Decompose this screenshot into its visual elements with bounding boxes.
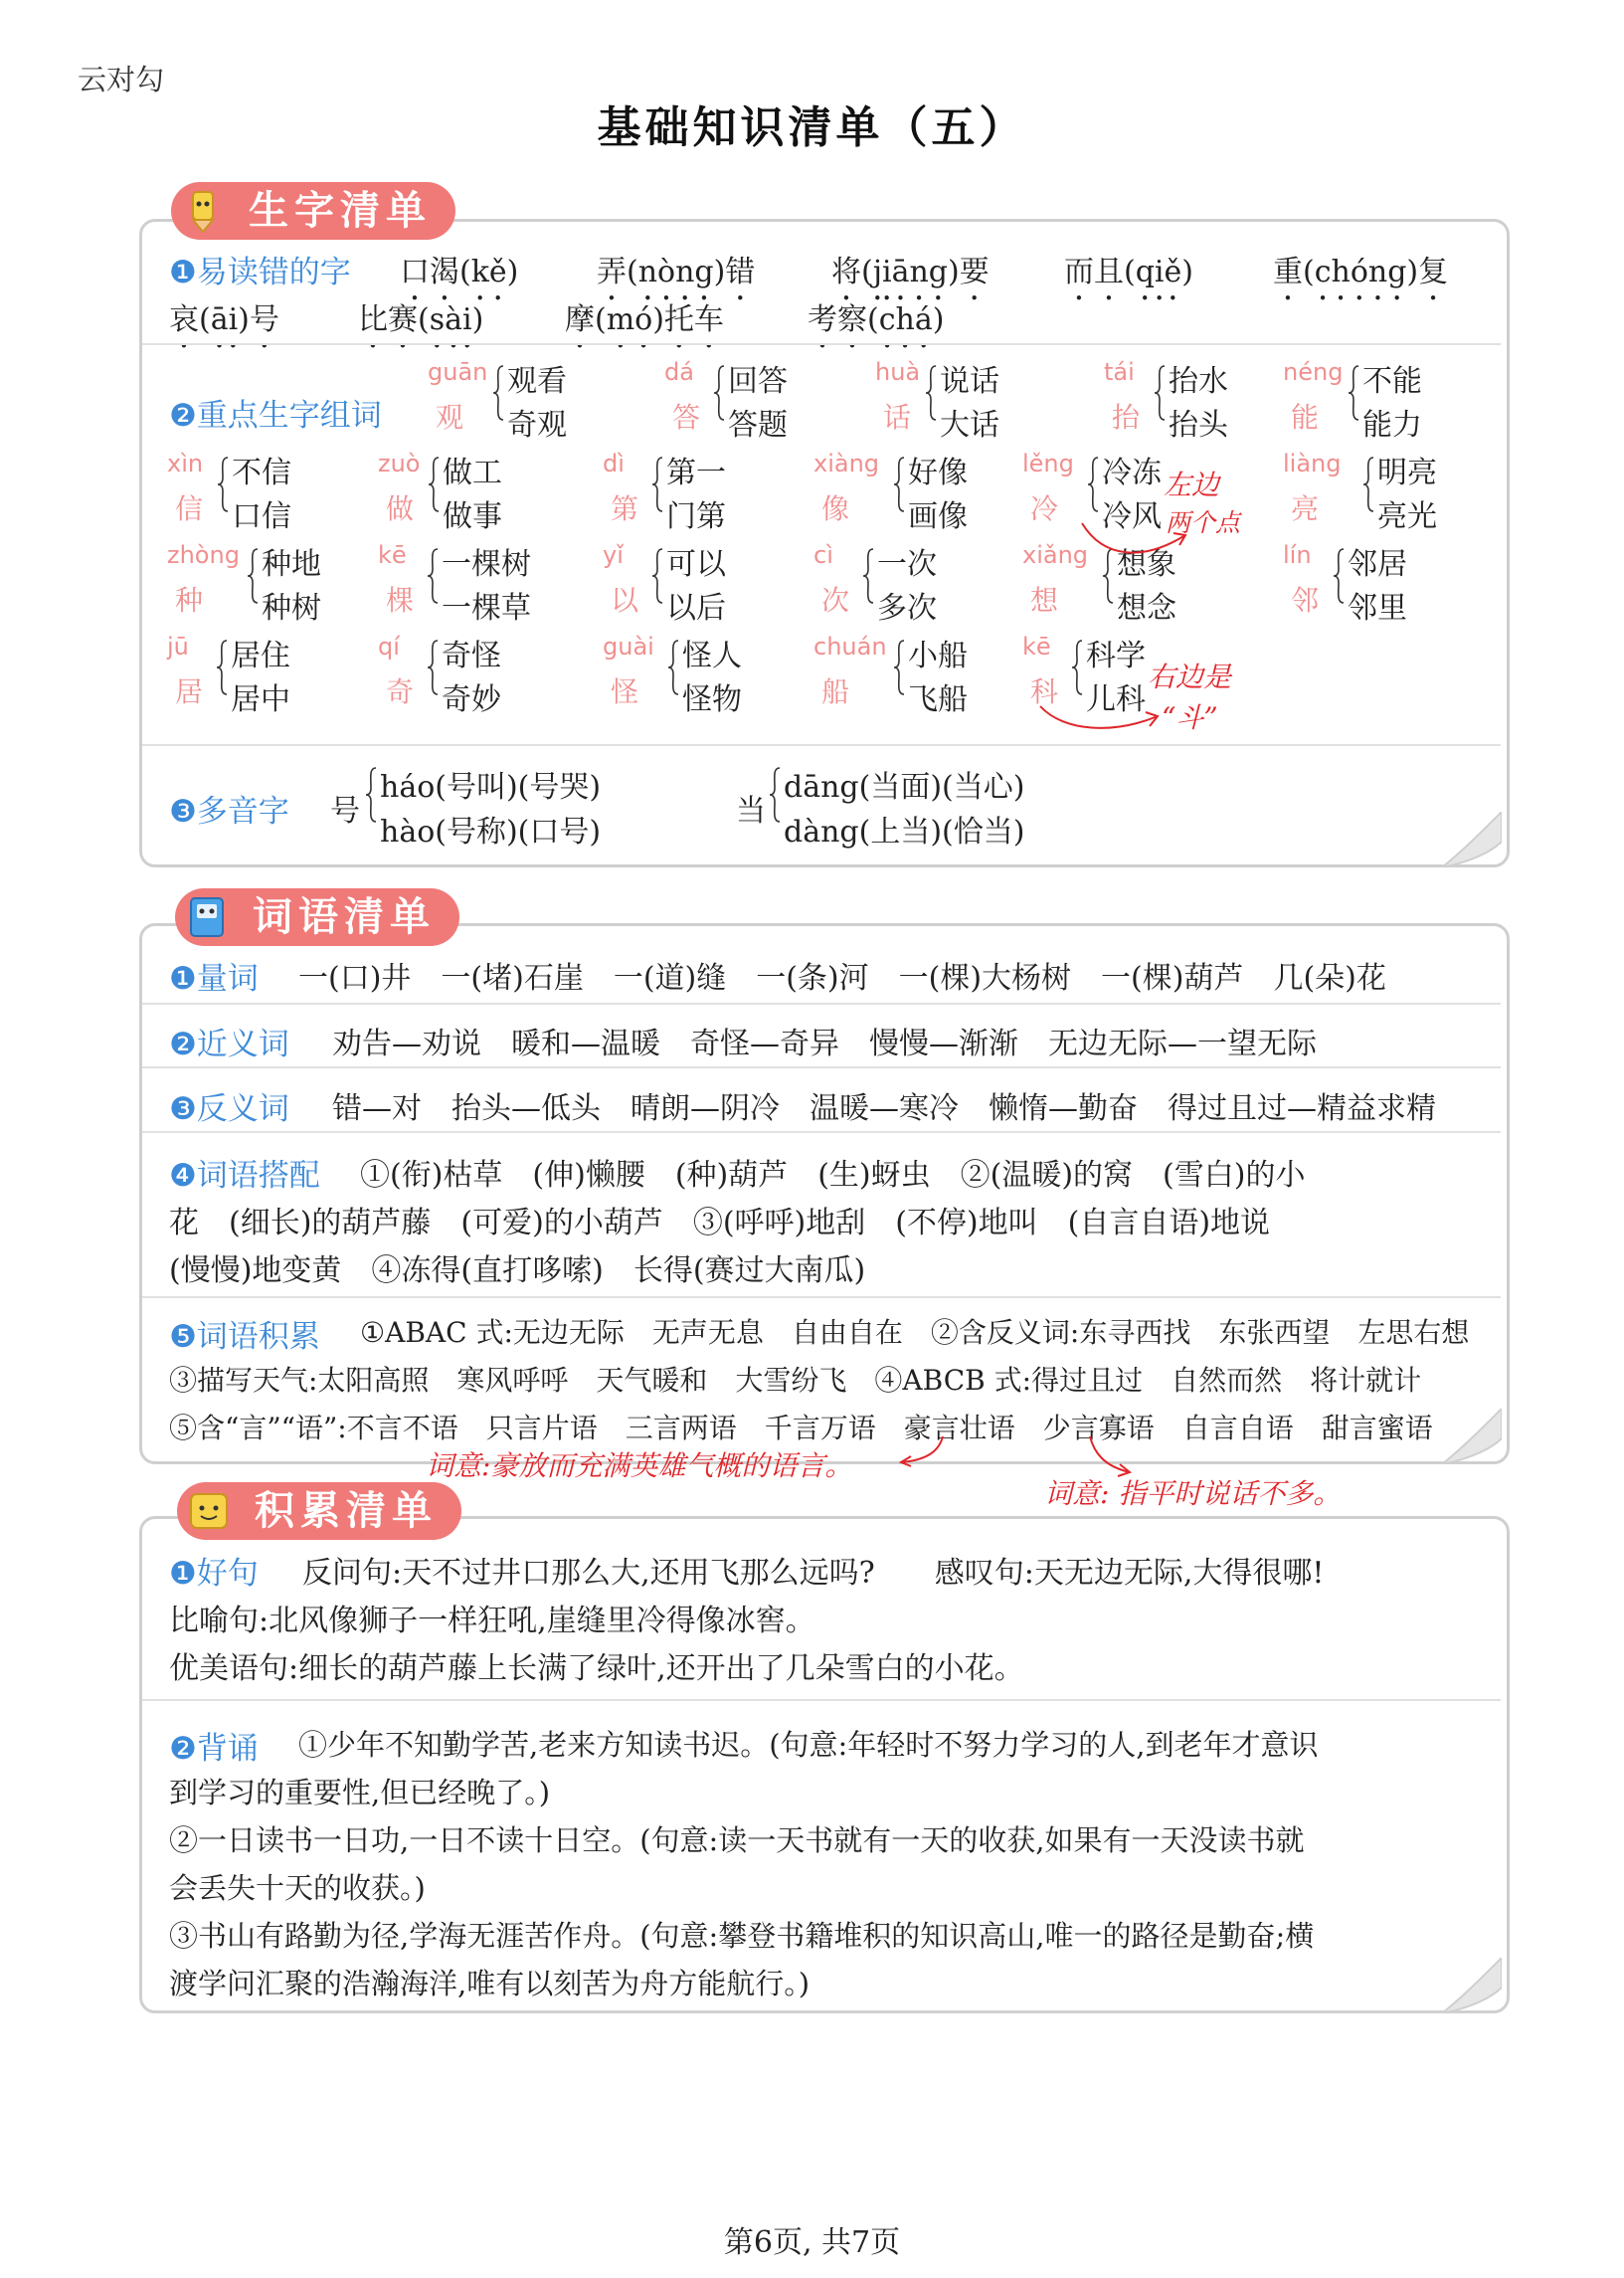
word-2: 想念 [1117,591,1176,626]
word-2: 门第 [666,499,726,534]
char-pinyin: zhòng [167,541,240,569]
jinyi-label: ❷近义词 [169,1027,289,1062]
page-footer: 第6页, 共7页 [723,2225,901,2260]
note-leng-2: 两个点 [1166,508,1241,537]
char-hanzi: 怪 [611,675,639,708]
brace [650,547,664,605]
word-2: 抬头 [1169,408,1228,443]
char-pinyin: guài [603,633,654,661]
note-ke-1: 右边是 [1148,661,1232,693]
beisong-line: 到学习的重要性,但已经晚了。) [169,1776,551,1809]
word-2: 答题 [728,408,788,443]
page-curl-icon [1432,812,1502,867]
word-1: 说话 [940,364,999,399]
word-2: 怪物 [682,682,742,717]
char-hanzi: 想 [1030,584,1059,617]
ciyu-tag-label: 词语清单 [253,894,436,940]
char-pinyin: chuán [813,633,887,661]
word-2: 奇观 [507,408,567,443]
char-pinyin: zuò [378,450,421,477]
char-pinyin: qí [378,633,400,661]
brace [427,456,441,513]
char-hanzi: 种 [175,584,204,617]
char-hanzi: 做 [386,492,415,525]
word-1: 小船 [908,639,968,673]
char-hanzi: 棵 [386,584,415,617]
word-1: 想象 [1117,547,1176,582]
word-2: 奇妙 [442,682,501,717]
word-1: 明亮 [1377,456,1437,490]
word-1: 奇怪 [442,639,501,673]
easy-item: 摩(mó)托车 [565,302,724,337]
brace [215,639,229,696]
char-hanzi: 抬 [1112,401,1141,434]
poly-line: háo(号叫)(号哭) [380,770,602,805]
easy-item: 考察(chá) [808,302,945,337]
note-haoyan: 词意:豪放而充满英雄气概的语言。 [426,1449,853,1482]
word-1: 一棵树 [442,547,531,582]
word-2: 以后 [666,591,726,626]
annotation-arrow [1034,696,1164,738]
note-shaoyan: 词意: 指平时说话不多。 [1044,1477,1342,1510]
char-pinyin: kē [1022,633,1051,661]
char-hanzi: 冷 [1030,492,1059,525]
liangci-text: 一(口)井 一(堵)石崖 一(道)缝 一(条)河 一(棵)大杨树 一(棵)葫芦 几(朵)花 [298,961,1386,996]
brace [364,766,378,824]
shengzi-tag-label: 生字清单 [249,188,432,234]
haoju-line: 比喻句:北风像狮子一样狂吼,崖缝里冷得像冰窖。 [169,1604,815,1638]
dapei-line: 花 (细长)的葫芦藤 (可爱)的小葫芦 ③(呼呼)地刮 (不停)地叫 (自言自语)地说 [169,1206,1271,1240]
char-pinyin: tái [1104,358,1135,386]
brace [491,364,505,422]
poly-line: hào(号称)(口号) [380,815,602,850]
brace [426,547,440,605]
beisong-line: ①少年不知勤学苦,老来方知读书迟。(句意:年轻时不努力学习的人,到老年才意识 [298,1728,1319,1762]
annotation-arrow [895,1432,955,1468]
word-1: 抬水 [1169,364,1228,399]
char-pinyin: liàng [1283,450,1342,477]
char-hanzi: 像 [821,492,850,525]
poly-char: 当 [736,794,766,829]
easy-item: 重(chóng)复 [1273,255,1449,289]
word-2: 能力 [1362,408,1422,443]
word-1: 第一 [666,456,726,490]
divider [142,1131,1501,1133]
brace [1086,456,1100,513]
word-1: 居住 [231,639,290,673]
dapei-label: ❹词语搭配 [169,1158,320,1194]
word-1: 观看 [507,364,567,399]
easy-item: 而且(qiě) [1064,255,1193,289]
char-hanzi: 答 [672,401,701,434]
divider [142,1003,1501,1005]
easy-item: 弄(nòng)错 [597,255,756,289]
word-2: 飞船 [908,682,968,717]
brace [861,547,875,605]
char-hanzi: 观 [436,401,464,434]
beisong-label: ❷背诵 [169,1731,259,1767]
char-hanzi: 奇 [386,675,415,708]
divider [142,1296,1501,1298]
char-pinyin: lěng [1022,450,1074,477]
char-pinyin: dá [664,358,694,386]
char-pinyin: dì [603,450,625,477]
char-hanzi: 船 [821,675,850,708]
char-pinyin: cì [813,541,833,569]
page-curl-icon [1432,1409,1502,1464]
brace [216,456,230,513]
char-pinyin: huà [875,358,921,386]
haoju-label: ❶好句 [169,1556,259,1592]
char-hanzi: 以 [611,584,639,617]
brace [892,456,906,513]
beisong-line: 会丢失十天的收获。) [169,1871,426,1905]
word-1: 种地 [262,547,321,582]
easy-item: 比赛(sài) [358,302,484,337]
dapei-line: ①(衔)枯草 (伸)懒腰 (种)葫芦 (生)蚜虫 ②(温暖)的窝 (雪白)的小 [360,1158,1306,1193]
annotation-arrow [1084,1432,1144,1482]
char-pinyin: xìn [167,450,204,477]
haoju-line: 反问句:天不过井口那么大,还用飞那么远吗? 感叹句:天无边无际,大得很哪! [302,1556,1325,1591]
jinyi-text: 劝告—劝说 暖和—温暖 奇怪—奇异 慢慢—渐渐 无边无际—一望无际 [332,1027,1317,1061]
char-hanzi: 第 [611,492,639,525]
brace [1347,364,1360,422]
easy-label: ❶易读错的字 [169,255,351,290]
easy-item: 口渴(kě) [400,255,519,289]
word-1: 做工 [443,456,502,490]
word-1: 不信 [232,456,291,490]
brace [892,639,906,696]
char-hanzi: 次 [821,584,850,617]
smiley-icon [187,1488,231,1534]
word-1: 回答 [728,364,788,399]
char-hanzi: 亮 [1291,492,1320,525]
word-2: 口信 [232,499,291,534]
brace [924,364,938,422]
brace [1332,547,1346,605]
jilei-line: ③描写天气:太阳高照 寒风呼呼 天气暖和 大雪纷飞 ④ABCB 式:得过且过 自然而然 将计就计 [169,1364,1422,1397]
beisong-line: 渡学问汇聚的浩瀚海洋,唯有以刻苦为舟方能航行。) [169,1967,811,2000]
word-1: 好像 [908,456,968,490]
note-ke-2: “斗” [1162,701,1218,734]
word-2: 画像 [908,499,968,534]
easy-item: 将(jiāng)要 [831,255,990,289]
word-2: 亮光 [1377,499,1437,534]
word-2: 儿科 [1086,682,1146,717]
char-hanzi: 居 [175,675,204,708]
page-curl-icon [1432,1958,1502,2013]
jilei-label: ❺词语积累 [169,1319,320,1355]
page-title: 基础知识清单（五） [597,102,1027,153]
word-1: 邻居 [1348,547,1407,582]
poly-line: dāng(当面)(当心) [784,770,1025,805]
poly-label: ❸多音字 [169,794,289,830]
char-pinyin: guān [428,358,488,386]
divider [142,1699,1501,1701]
brace [768,766,782,824]
word-1: 冷冻 [1102,456,1162,490]
brand-label: 云对勾 [78,63,165,96]
ciyu-tag [175,888,459,946]
key-label: ❷重点生字组词 [169,398,382,434]
char-hanzi: 话 [883,401,912,434]
word-2: 做事 [443,499,502,534]
char-hanzi: 邻 [1291,584,1320,617]
dapei-line: (慢慢)地变黄 ④冻得(直打哆嗦) 长得(赛过大南瓜) [169,1253,866,1288]
brace [426,639,440,696]
char-hanzi: 能 [1291,401,1320,434]
haoju-line: 优美语句:细长的葫芦藤上长满了绿叶,还开出了几朵雪白的小花。 [169,1651,1024,1686]
word-1: 可以 [666,547,726,582]
word-2: 冷风 [1102,499,1162,534]
brace [1153,364,1167,422]
word-1: 科学 [1086,639,1146,673]
poly-line: dàng(上当)(恰当) [784,815,1025,850]
beisong-line: ③书山有路勤为径,学海无涯苦作舟。(句意:攀登书籍堆积的知识高山,唯一的路径是勤奋;横 [169,1919,1315,1953]
jilei-tag-label: 积累清单 [255,1488,438,1534]
word-2: 一棵草 [442,591,531,626]
fanyi-label: ❸反义词 [169,1091,289,1127]
word-1: 一次 [877,547,937,582]
brace [712,364,726,422]
shengzi-tag [171,182,455,240]
brace [666,639,680,696]
char-pinyin: yǐ [603,541,624,569]
word-1: 怪人 [682,639,742,673]
word-2: 大话 [940,408,999,443]
char-pinyin: xiàng [813,450,880,477]
char-pinyin: xiǎng [1022,541,1089,569]
brace [1070,639,1084,696]
char-pinyin: jū [167,633,189,661]
note-leng-1: 左边 [1164,469,1220,501]
jilei-line: ⑤含“言”“语”:不言不语 只言片语 三言两语 千言万语 豪言壮语 少言寡语 自言自语 甜言蜜语 [169,1412,1433,1444]
jilei-line: ①ABAC 式:无边无际 无声无息 自由自在 ②含反义词:东寻西找 东张西望 左思右想 [360,1316,1470,1349]
char-pinyin: lín [1283,541,1312,569]
word-2: 居中 [231,682,290,717]
pencil-icon [181,188,225,234]
annotation-arrow [1074,517,1193,567]
divider [142,744,1501,746]
word-2: 多次 [877,591,937,626]
divider [142,1066,1501,1068]
brace [650,456,664,513]
brace [246,547,260,605]
word-2: 邻里 [1348,591,1407,626]
word-1: 不能 [1362,364,1422,399]
divider [142,343,1501,345]
char-hanzi: 科 [1030,675,1059,708]
word-2: 种树 [262,591,321,626]
book-icon [185,894,229,940]
poly-char: 号 [330,794,360,829]
char-pinyin: kē [378,541,407,569]
jilei-tag [177,1482,461,1540]
char-pinyin: néng [1283,358,1344,386]
fanyi-text: 错—对 抬头—低头 晴朗—阴冷 温暖—寒冷 懒惰—勤奋 得过且过—精益求精 [332,1091,1436,1126]
beisong-line: ②一日读书一日功,一日不读十日空。(句意:读一天书就有一天的收获,如果有一天没读书就 [169,1823,1305,1857]
char-hanzi: 信 [175,492,204,525]
easy-item: 哀(āi)号 [169,302,279,337]
brace [1361,456,1375,513]
liangci-label: ❶量词 [169,961,259,997]
